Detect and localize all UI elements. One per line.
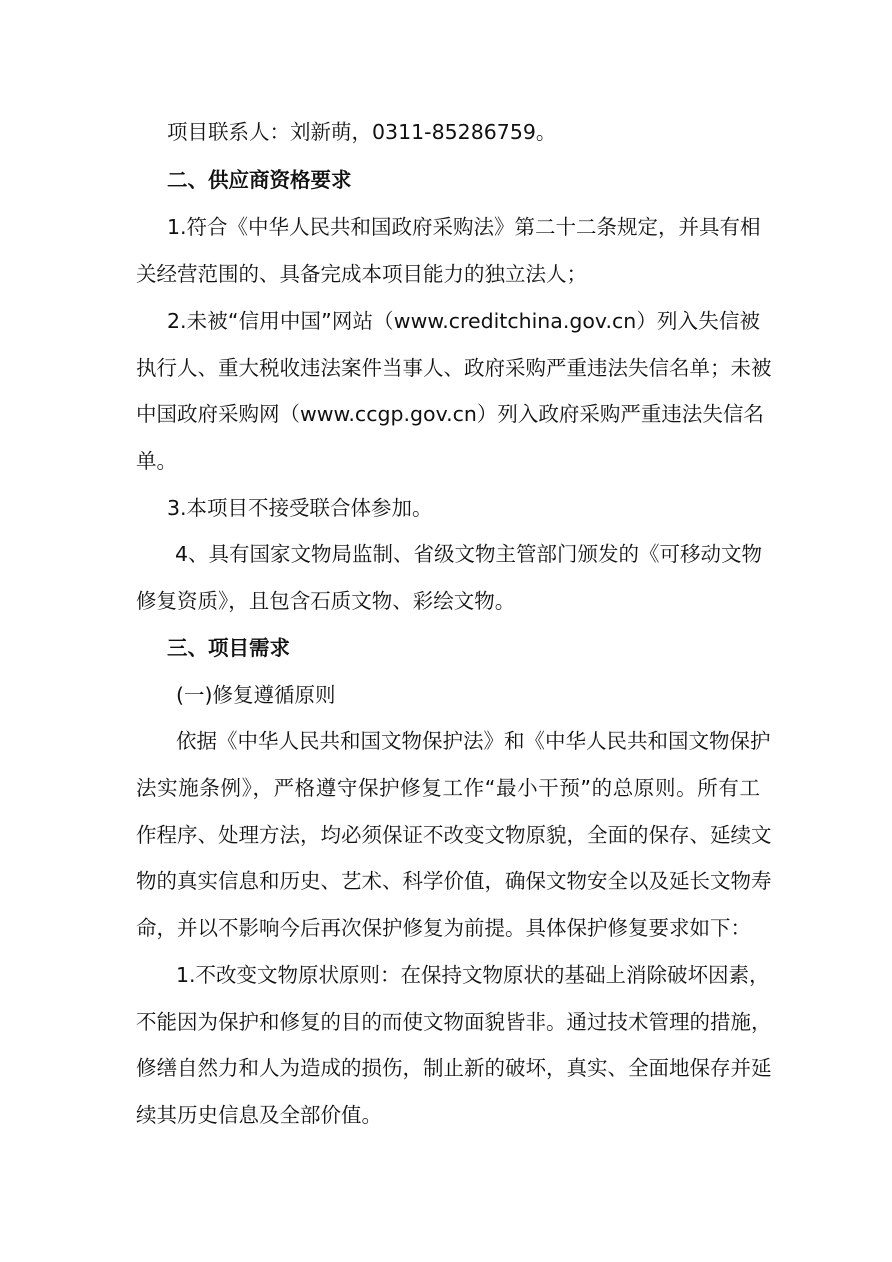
principle-1-line-1: 1.不改变文物原状原则：在保持文物原状的基础上消除破坏因素， xyxy=(176,963,770,987)
principle-1-line-4: 续其历史信息及全部价值。 xyxy=(136,1103,382,1127)
requirement-2-line-2: 执行人、重大税收违法案件当事人、政府采购严重违法失信名单；未被 xyxy=(136,356,772,380)
basis-line-1: 依据《中华人民共和国文物保护法》和《中华人民共和国文物保护 xyxy=(176,729,771,753)
section-heading-project-requirements: 三、项目需求 xyxy=(167,636,290,660)
requirement-4-line-1: 4、具有国家文物局监制、省级文物主管部门颁发的《可移动文物 xyxy=(175,542,763,566)
requirement-2-line-4: 单。 xyxy=(136,449,177,473)
basis-line-5: 命，并以不影响今后再次保护修复为前提。具体保护修复要求如下： xyxy=(136,916,751,940)
basis-line-3: 作程序、处理方法，均必须保证不改变文物原貌，全面的保存、延续文 xyxy=(136,823,772,847)
section-heading-supplier-qualifications: 二、供应商资格要求 xyxy=(167,168,352,192)
requirement-2-line-3: 中国政府采购网（www.ccgp.gov.cn）列入政府采购严重违法失信名 xyxy=(136,402,764,426)
requirement-1-line-1: 1.符合《中华人民共和国政府采购法》第二十二条规定，并具有相 xyxy=(167,215,761,239)
requirement-3: 3.本项目不接受联合体参加。 xyxy=(167,496,433,520)
contact-line: 项目联系人：刘新萌，0311-85286759。 xyxy=(167,120,557,144)
requirement-1-line-2: 关经营范围的、具备完成本项目能力的独立法人； xyxy=(136,262,587,286)
requirement-2-line-1: 2.未被“信用中国”网站（www.creditchina.gov.cn）列入失信被 xyxy=(167,309,760,333)
principle-1-line-2: 不能因为保护和修复的目的而使文物面貌皆非。通过技术管理的措施， xyxy=(136,1010,772,1034)
requirement-4-line-2: 修复资质》，且包含石质文物、彩绘文物。 xyxy=(136,589,516,613)
principle-1-line-3: 修缮自然力和人为造成的损伤，制止新的破坏，真实、全面地保存并延 xyxy=(136,1056,772,1080)
subsection-heading-restoration-principles: (一)修复遵循原则 xyxy=(176,683,336,707)
basis-line-4: 物的真实信息和历史、艺术、科学价值，确保文物安全以及延长文物寿 xyxy=(136,869,772,893)
basis-line-2: 法实施条例》，严格遵守保护修复工作“最小干预”的总原则。所有工 xyxy=(136,776,760,800)
